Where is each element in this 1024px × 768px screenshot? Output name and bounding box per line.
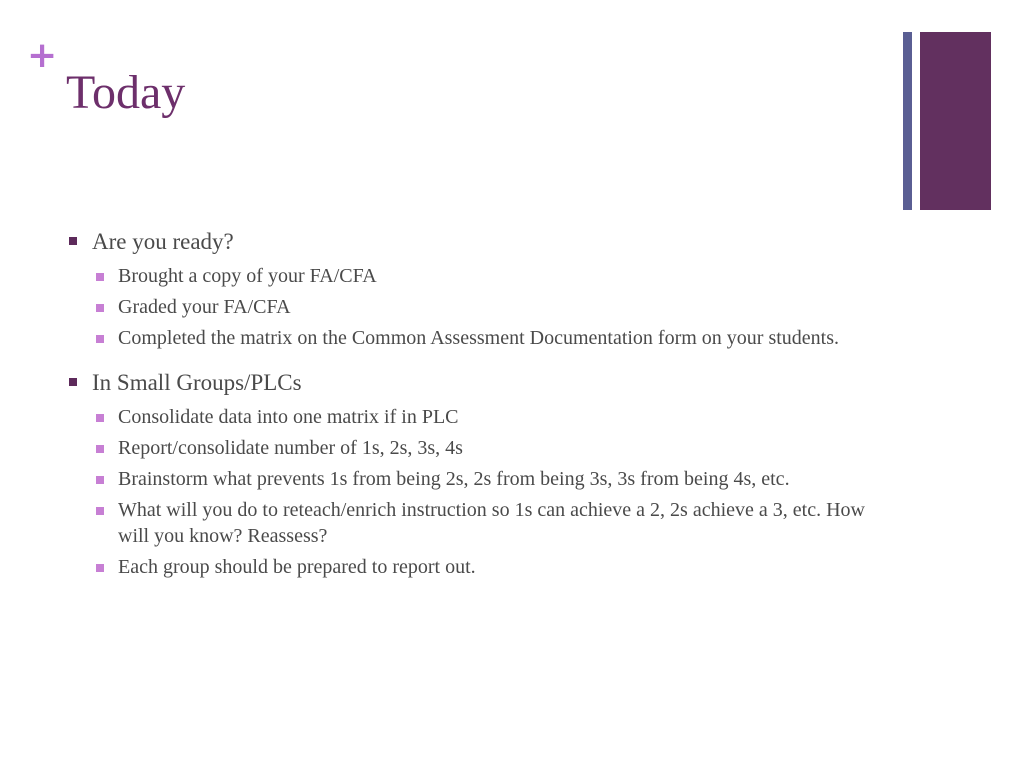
square-bullet-icon	[96, 273, 104, 281]
square-bullet-icon	[96, 445, 104, 453]
bullet-text: Brainstorm what prevents 1s from being 2s, 2s from being 3s, 3s from being 4s, etc.	[118, 468, 790, 490]
slide-content	[66, 226, 886, 596]
square-bullet-icon	[69, 237, 77, 245]
bullet-level2	[66, 466, 886, 492]
sub-bullet-list	[66, 404, 886, 580]
bullet-level2	[66, 497, 886, 549]
bullet-level2	[66, 294, 886, 320]
square-bullet-icon	[96, 507, 104, 515]
square-bullet-icon	[69, 378, 77, 386]
bullet-text: Report/consolidate number of 1s, 2s, 3s, 4s	[118, 437, 463, 459]
bullet-level2	[66, 554, 886, 580]
section-are-you-ready	[66, 226, 886, 351]
slide-title: Today	[66, 66, 186, 119]
section-heading: Are you ready?	[92, 229, 234, 254]
square-bullet-icon	[96, 564, 104, 572]
bullet-text: Each group should be prepared to report out.	[118, 556, 476, 578]
bullet-level2	[66, 435, 886, 461]
square-bullet-icon	[96, 304, 104, 312]
section-small-groups	[66, 367, 886, 580]
bullet-level2	[66, 263, 886, 289]
square-bullet-icon	[96, 414, 104, 422]
bullet-text: Graded your FA/CFA	[118, 296, 291, 318]
sub-bullet-list	[66, 263, 886, 351]
decorative-bar-thin	[903, 32, 912, 210]
bullet-level1	[66, 226, 886, 258]
bullet-text: Completed the matrix on the Common Assessment Documentation form on your students.	[118, 327, 840, 349]
plus-icon: +	[27, 35, 58, 76]
bullet-level2	[66, 404, 886, 430]
square-bullet-icon	[96, 476, 104, 484]
section-heading: In Small Groups/PLCs	[92, 370, 302, 395]
bullet-level1	[66, 367, 886, 399]
decorative-bar-thick	[920, 32, 991, 210]
bullet-text: Consolidate data into one matrix if in PLC	[118, 406, 459, 428]
square-bullet-icon	[96, 335, 104, 343]
bullet-level2	[66, 325, 886, 351]
bullet-text: Brought a copy of your FA/CFA	[118, 265, 377, 287]
bullet-text: What will you do to reteach/enrich instruction so 1s can achieve a 2, 2s achieve a 3, etc. How will you know? Reassess?	[118, 499, 865, 547]
